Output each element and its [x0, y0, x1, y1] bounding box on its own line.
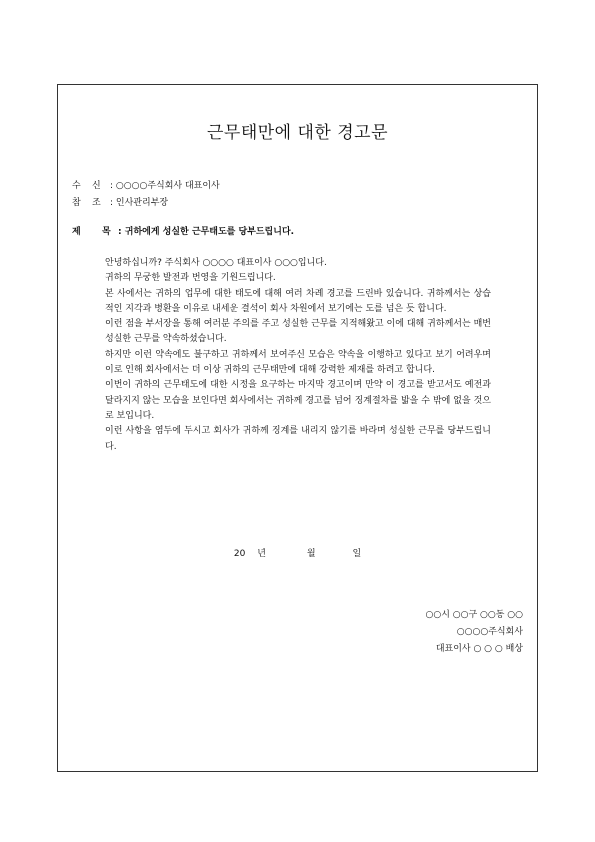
- date-month-label: 월: [306, 549, 316, 559]
- document-title: 근무태만에 대한 경고문: [206, 123, 389, 143]
- subject-line: [72, 224, 294, 237]
- subject-key-1: 제: [72, 227, 81, 237]
- reference-value: 인사관리부장: [115, 198, 169, 208]
- reference-line: [72, 195, 168, 208]
- signature-ceo: 대표이사 ○ ○ ○ 배상: [435, 644, 523, 654]
- recipient-sep: :: [110, 181, 114, 191]
- recipient-value: ○○○○주식회사 대표이사: [115, 181, 220, 191]
- date-line: [0, 546, 595, 559]
- signature-company: ○○○○주식회사: [456, 627, 523, 637]
- reference-sep: :: [110, 198, 114, 208]
- recipient-key-1: 수: [72, 181, 81, 191]
- subject-value: 귀하에게 성실한 근무태도를 당부드립니다.: [124, 227, 295, 237]
- body-paragraph: 이런 점을 부서장을 통해 여러분 주의를 주고 성실한 근무를 지적해왔고 이에 대해 귀하께서는 매번 성실한 근무를 약속하셨습니다.: [105, 319, 491, 345]
- date-day-label: 일: [352, 549, 362, 559]
- letter-body: [105, 256, 491, 455]
- body-paragraph: 이번이 귀하의 근무태도에 대한 시정을 요구하는 마지막 경고이며 만약 이 경고를 받고서도 예전과 달라지지 않는 모습을 보인다면 회사에서는 귀하께 경고를 넘어 징계절차를 밟을 수 밖에 없을 것으로 보입니다.: [105, 380, 491, 421]
- body-paragraph: 이런 사항을 염두에 두시고 회사가 귀하께 징계를 내리지 않기를 바라며 성실한 근무를 당부드립니다.: [105, 426, 491, 452]
- recipient-line: [72, 178, 220, 191]
- body-paragraph: 안녕하십니까? 주식회사 ○○○○ 대표이사 ○○○입니다.: [105, 258, 327, 268]
- signature-address: ○○시 ○○구 ○○동 ○○: [425, 610, 523, 620]
- reference-key-1: 참: [72, 198, 81, 208]
- recipient-key-2: 신: [92, 181, 101, 191]
- date-year-label: 년: [257, 549, 266, 559]
- body-paragraph: 귀하의 무궁한 발전과 번영을 기원드립니다.: [105, 273, 276, 284]
- reference-key-2: 조: [92, 198, 101, 208]
- date-year: 20: [233, 549, 246, 559]
- body-paragraph: 본 사에서는 귀하의 업무에 대한 태도에 대해 여러 차례 경고를 드린바 있습니다. 귀하께서는 상습적인 지각과 병환을 이유로 내세운 결석이 회사 차원에서 보기에는 도를 넘은 듯 합니다.: [105, 288, 491, 314]
- subject-key-2: 목: [102, 227, 111, 237]
- subject-sep: :: [118, 227, 122, 237]
- body-paragraph: 하지만 이런 약속에도 불구하고 귀하께서 보여주신 모습은 약속을 이행하고 있다고 보기 어려우며 이로 인해 회사에서는 더 이상 귀하의 근무태만에 대해 강력한 제재를 하려고 합니다.: [105, 349, 491, 376]
